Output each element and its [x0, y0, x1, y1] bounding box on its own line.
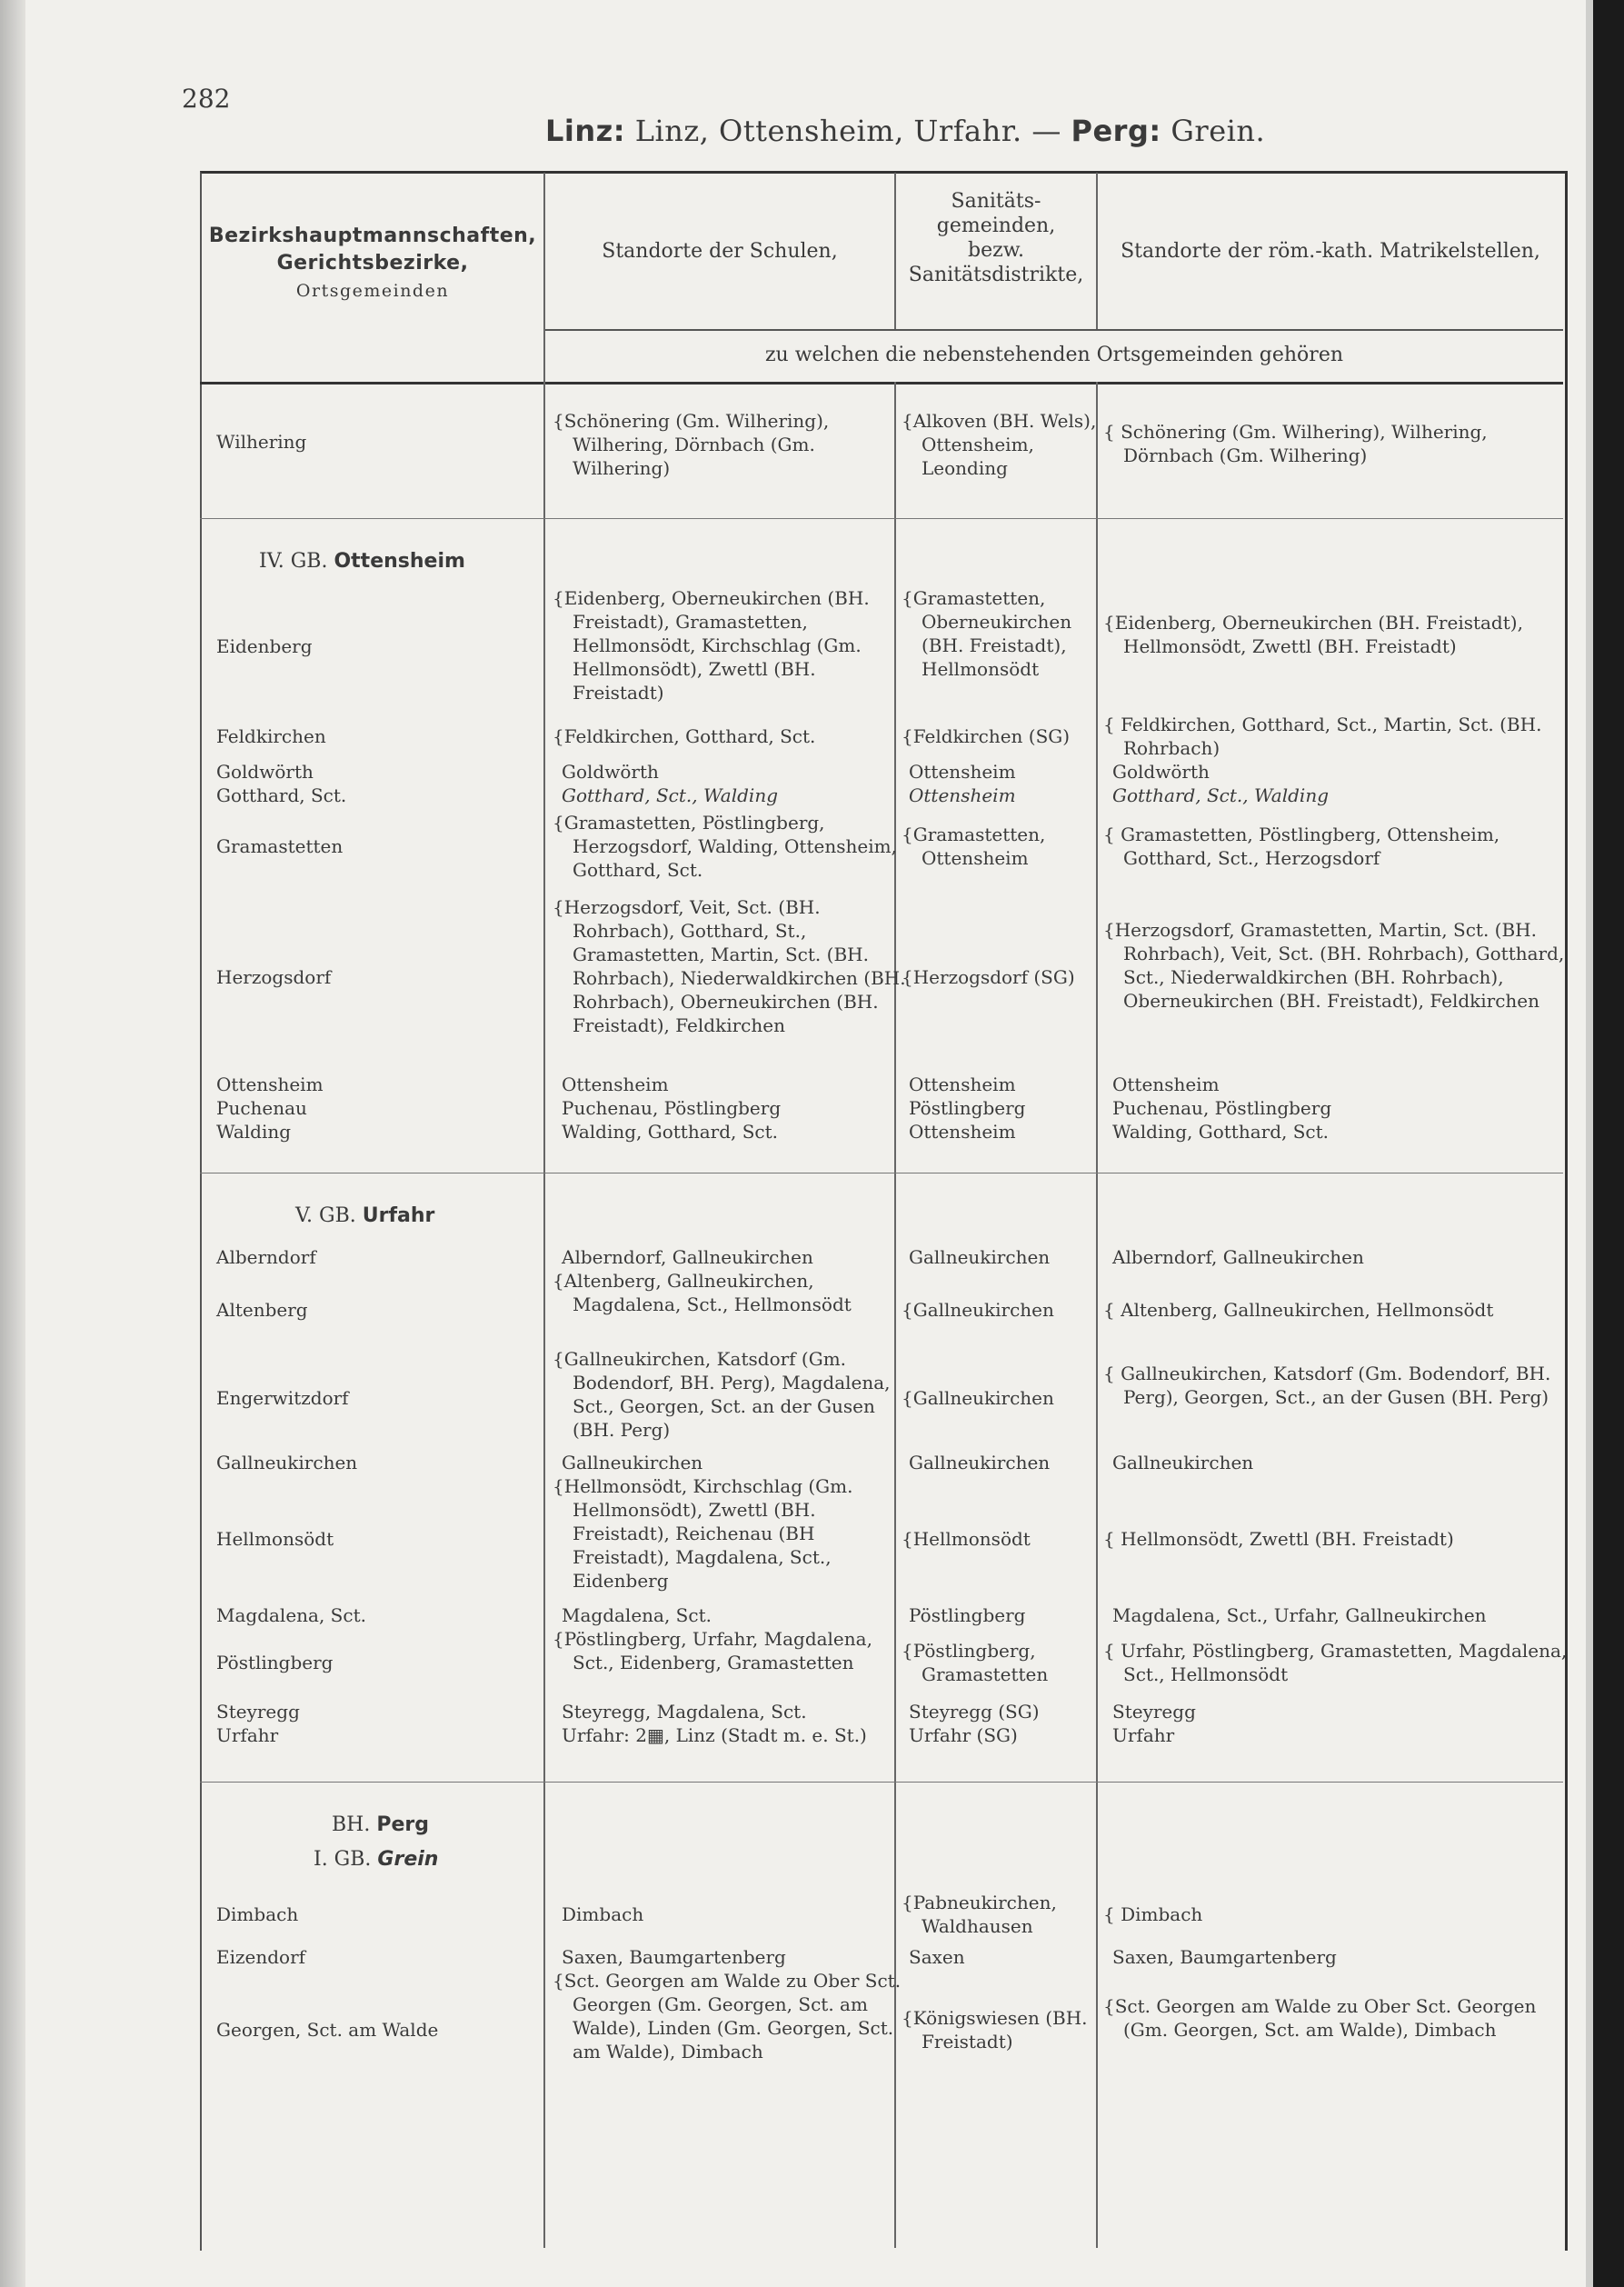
row-11-sanitaet: {Gallneukirchen [902, 1299, 1054, 1321]
row-18-gemeinde: Urfahr [216, 1724, 279, 1746]
row-16-gemeinde: Pöstlingberg [216, 1652, 334, 1673]
row-1-matrikel: {Eidenberg, Oberneukirchen (BH. Freistadt), Hellmonsödt, Zwettl (BH. Freistadt) [1103, 612, 1523, 657]
row-13-sanitaet: Gallneukirchen [909, 1452, 1051, 1473]
row-5-matrikel: { Gramastetten, Pöstlingberg, Ottensheim, Gotthard, Sct., Herzogsdorf [1103, 824, 1500, 869]
section-ottensheim-prefix: IV. GB. [259, 550, 334, 573]
row-4-matrikel: Gotthard, Sct., Walding [1112, 784, 1330, 806]
row-0-gemeinde: Wilhering [216, 431, 307, 453]
section-perg-name: Perg [376, 1813, 429, 1836]
row-12-sanitaet: {Gallneukirchen [902, 1387, 1054, 1409]
row-10-gemeinde: Alberndorf [216, 1246, 316, 1268]
row-1-sanitaet: {Gramastetten, Oberneukirchen (BH. Freistadt), Hellmonsödt [902, 587, 1072, 680]
row-15-matrikel: Magdalena, Sct., Urfahr, Gallneukirchen [1112, 1604, 1487, 1626]
row-17-matrikel: Steyregg [1112, 1701, 1196, 1723]
row-19-matrikel: { Dimbach [1103, 1903, 1203, 1925]
running-head-linz: Linz: [545, 114, 626, 148]
row-2-sanitaet: {Feldkirchen (SG) [902, 725, 1071, 747]
row-20-gemeinde: Eizendorf [216, 1946, 306, 1968]
row-5-sanitaet: {Gramastetten, Ottensheim [902, 824, 1046, 869]
scan-edge-right [1593, 0, 1624, 2287]
row-2-schulen: {Feldkirchen, Gotthard, Sct. [553, 725, 816, 747]
row-14-schulen: {Hellmonsödt, Kirchschlag (Gm. Hellmonsödt), Zwettl (BH. Freistadt), Reichenau (BH Freistadt), Magdalena, Sct., Eidenberg [553, 1475, 853, 1592]
row-4-schulen: Gotthard, Sct., Walding [562, 784, 779, 806]
row-8-matrikel: Puchenau, Pöstlingberg [1112, 1097, 1332, 1119]
page-number: 282 [182, 84, 231, 114]
row-5-schulen: {Gramastetten, Pöstlingberg, Herzogsdorf, Walding, Ottensheim, Gotthard, Sct. [553, 812, 897, 881]
scan-edge-left [0, 0, 25, 2287]
row-6-matrikel: {Herzogsdorf, Gramastetten, Martin, Sct. (BH. Rohrbach), Veit, Sct. (BH. Rohrbach), Gotthard, Sct., Niederwaldkirchen (BH. Rohrbach), Oberneukirchen (BH. Freistadt), Feldkirchen [1103, 919, 1565, 1012]
row-2-gemeinde: Feldkirchen [216, 725, 326, 747]
row-16-schulen: {Pöstlingberg, Urfahr, Magdalena, Sct., Eidenberg, Gramastetten [553, 1628, 872, 1673]
row-7-gemeinde: Ottensheim [216, 1074, 324, 1095]
row-21-sanitaet: {Königswiesen (BH. Freistadt) [902, 2007, 1088, 2052]
row-6-schulen: {Herzogsdorf, Veit, Sct. (BH. Rohrbach), Gotthard, St., Gramastetten, Martin, Sct. (BH. Rohrbach), Niederwaldkirchen (BH. Rohrbach), Oberneukirchen (BH. Freistadt), Feldkirchen [553, 896, 906, 1036]
section-heading-ottensheim [259, 550, 465, 573]
header-col1-line2: Gerichtsbezirke, [276, 252, 469, 275]
row-3-matrikel: Goldwörth [1112, 761, 1210, 783]
row-10-matrikel: Alberndorf, Gallneukirchen [1112, 1246, 1364, 1268]
header-col3-line2: gemeinden, [936, 215, 1056, 237]
row-6-sanitaet: {Herzogsdorf (SG) [902, 966, 1075, 988]
row-6-gemeinde: Herzogsdorf [216, 966, 332, 988]
header-col1-line3: Ortsgemeinden [295, 281, 450, 301]
row-7-matrikel: Ottensheim [1112, 1074, 1220, 1095]
row-3-sanitaet: Ottensheim [909, 761, 1016, 783]
running-head [545, 114, 1265, 148]
row-14-matrikel: { Hellmonsödt, Zwettl (BH. Freistadt) [1103, 1528, 1454, 1550]
column-rule-2-header [894, 173, 896, 329]
row-18-schulen: Urfahr: 2▦, Linz (Stadt m. e. St.) [562, 1724, 867, 1746]
block-separator-1 [200, 518, 1563, 519]
row-18-sanitaet: Urfahr (SG) [909, 1724, 1018, 1746]
row-12-schulen: {Gallneukirchen, Katsdorf (Gm. Bodendorf, BH. Perg), Magdalena, Sct., Georgen, Sct. an der Gusen (BH. Perg) [553, 1348, 891, 1441]
row-7-sanitaet: Ottensheim [909, 1074, 1016, 1095]
row-8-schulen: Puchenau, Pöstlingberg [562, 1097, 782, 1119]
row-19-sanitaet: {Pabneukirchen, Waldhausen [902, 1892, 1057, 1937]
row-15-schulen: Magdalena, Sct. [562, 1604, 712, 1626]
header-col3-line3: bezw. [968, 239, 1024, 262]
row-11-schulen: {Altenberg, Gallneukirchen, Magdalena, Sct., Hellmonsödt [553, 1270, 852, 1315]
row-12-gemeinde: Engerwitzdorf [216, 1387, 349, 1409]
row-9-schulen: Walding, Gotthard, Sct. [562, 1121, 779, 1143]
row-8-gemeinde: Puchenau [216, 1097, 307, 1119]
header-span: zu welchen die nebenstehenden Ortsgemeinden gehören [764, 344, 1344, 366]
row-17-sanitaet: Steyregg (SG) [909, 1701, 1040, 1723]
column-rule-3-header [1096, 173, 1098, 329]
row-19-gemeinde: Dimbach [216, 1903, 299, 1925]
section-urfahr-name: Urfahr [362, 1204, 435, 1227]
row-0-schulen: {Schönering (Gm. Wilhering), Wilhering, Dörnbach (Gm. Wilhering) [553, 410, 830, 479]
row-21-schulen: {Sct. Georgen am Walde zu Ober Sct. Georgen (Gm. Georgen, Sct. am Walde), Linden (Gm. Georgen, Sct. am Walde), Dimbach [553, 1970, 902, 2062]
row-13-gemeinde: Gallneukirchen [216, 1452, 358, 1473]
row-20-matrikel: Saxen, Baumgartenberg [1112, 1946, 1337, 1968]
header-col-gemeinden [204, 223, 542, 305]
block-separator-3 [200, 1782, 1563, 1783]
row-20-schulen: Saxen, Baumgartenberg [562, 1946, 786, 1968]
scan-edge-right-inner [1586, 0, 1593, 2287]
row-14-sanitaet: {Hellmonsödt [902, 1528, 1031, 1550]
row-7-schulen: Ottensheim [562, 1074, 669, 1095]
header-col3-line1: Sanitäts- [951, 190, 1041, 213]
section-ottensheim-name: Ottensheim [334, 550, 465, 573]
row-8-sanitaet: Pöstlingberg [909, 1097, 1026, 1119]
header-col3-line4: Sanitätsdistrikte, [908, 264, 1084, 286]
row-18-matrikel: Urfahr [1112, 1724, 1175, 1746]
section-heading-urfahr [295, 1204, 434, 1227]
row-17-gemeinde: Steyregg [216, 1701, 300, 1723]
row-4-gemeinde: Gotthard, Sct. [216, 784, 347, 806]
row-16-sanitaet: {Pöstlingberg, Gramastetten [902, 1640, 1049, 1685]
header-col-sanitaet [898, 189, 1094, 287]
section-heading-perg [332, 1813, 429, 1836]
row-17-schulen: Steyregg, Magdalena, Sct. [562, 1701, 807, 1723]
row-14-gemeinde: Hellmonsödt [216, 1528, 334, 1550]
row-11-gemeinde: Altenberg [216, 1299, 308, 1321]
row-15-sanitaet: Pöstlingberg [909, 1604, 1026, 1626]
header-col1-line1: Bezirkshauptmannschaften, [208, 225, 537, 247]
section-grein-prefix: I. GB. [314, 1848, 378, 1871]
running-head-perg: Perg: [1071, 114, 1161, 148]
row-3-gemeinde: Goldwörth [216, 761, 314, 783]
row-13-schulen: Gallneukirchen [562, 1452, 703, 1473]
section-urfahr-prefix: V. GB. [295, 1204, 363, 1227]
row-10-schulen: Alberndorf, Gallneukirchen [562, 1246, 813, 1268]
row-9-sanitaet: Ottensheim [909, 1121, 1016, 1143]
row-19-schulen: Dimbach [562, 1903, 644, 1925]
row-9-matrikel: Walding, Gotthard, Sct. [1112, 1121, 1330, 1143]
row-15-gemeinde: Magdalena, Sct. [216, 1604, 366, 1626]
row-1-gemeinde: Eidenberg [216, 635, 313, 657]
header-bottom-rule [200, 382, 1563, 384]
row-2-matrikel: { Feldkirchen, Gotthard, Sct., Martin, Sct. (BH. Rohrbach) [1103, 714, 1542, 759]
row-5-gemeinde: Gramastetten [216, 835, 344, 857]
header-col-matrikel: Standorte der röm.-kath. Matrikelstellen, [1121, 240, 1540, 263]
row-12-matrikel: { Gallneukirchen, Katsdorf (Gm. Bodendorf, BH. Perg), Georgen, Sct., an der Gusen (BH. Perg) [1103, 1363, 1551, 1408]
row-3-schulen: Goldwörth [562, 761, 659, 783]
header-col-schulen: Standorte der Schulen, [602, 240, 838, 263]
row-0-sanitaet: {Alkoven (BH. Wels), Ottensheim, Leonding [902, 410, 1097, 479]
row-16-matrikel: { Urfahr, Pöstlingberg, Gramastetten, Magdalena, Sct., Hellmonsödt [1103, 1640, 1568, 1685]
row-10-sanitaet: Gallneukirchen [909, 1246, 1051, 1268]
row-4-sanitaet: Ottensheim [909, 784, 1016, 806]
row-13-matrikel: Gallneukirchen [1112, 1452, 1254, 1473]
running-head-grein: Grein. [1161, 114, 1266, 148]
column-rule-1 [543, 173, 545, 2248]
section-grein-name: Grein [377, 1848, 439, 1871]
row-9-gemeinde: Walding [216, 1121, 292, 1143]
header-inner-rule [545, 329, 1563, 331]
section-perg-prefix: BH. [332, 1813, 377, 1836]
row-11-matrikel: { Altenberg, Gallneukirchen, Hellmonsödt [1103, 1299, 1494, 1321]
running-head-places: Linz, Ottensheim, Urfahr. — [625, 114, 1071, 148]
section-heading-grein [314, 1848, 438, 1871]
row-21-gemeinde: Georgen, Sct. am Walde [216, 2019, 439, 2041]
row-21-matrikel: {Sct. Georgen am Walde zu Ober Sct. Georgen (Gm. Georgen, Sct. am Walde), Dimbach [1103, 1995, 1537, 2041]
row-1-schulen: {Eidenberg, Oberneukirchen (BH. Freistadt), Gramastetten, Hellmonsödt, Kirchschlag (Gm. Hellmonsödt), Zwettl (BH. Freistadt) [553, 587, 870, 704]
row-0-matrikel: { Schönering (Gm. Wilhering), Wilhering, Dörnbach (Gm. Wilhering) [1103, 421, 1488, 466]
row-20-sanitaet: Saxen [909, 1946, 965, 1968]
